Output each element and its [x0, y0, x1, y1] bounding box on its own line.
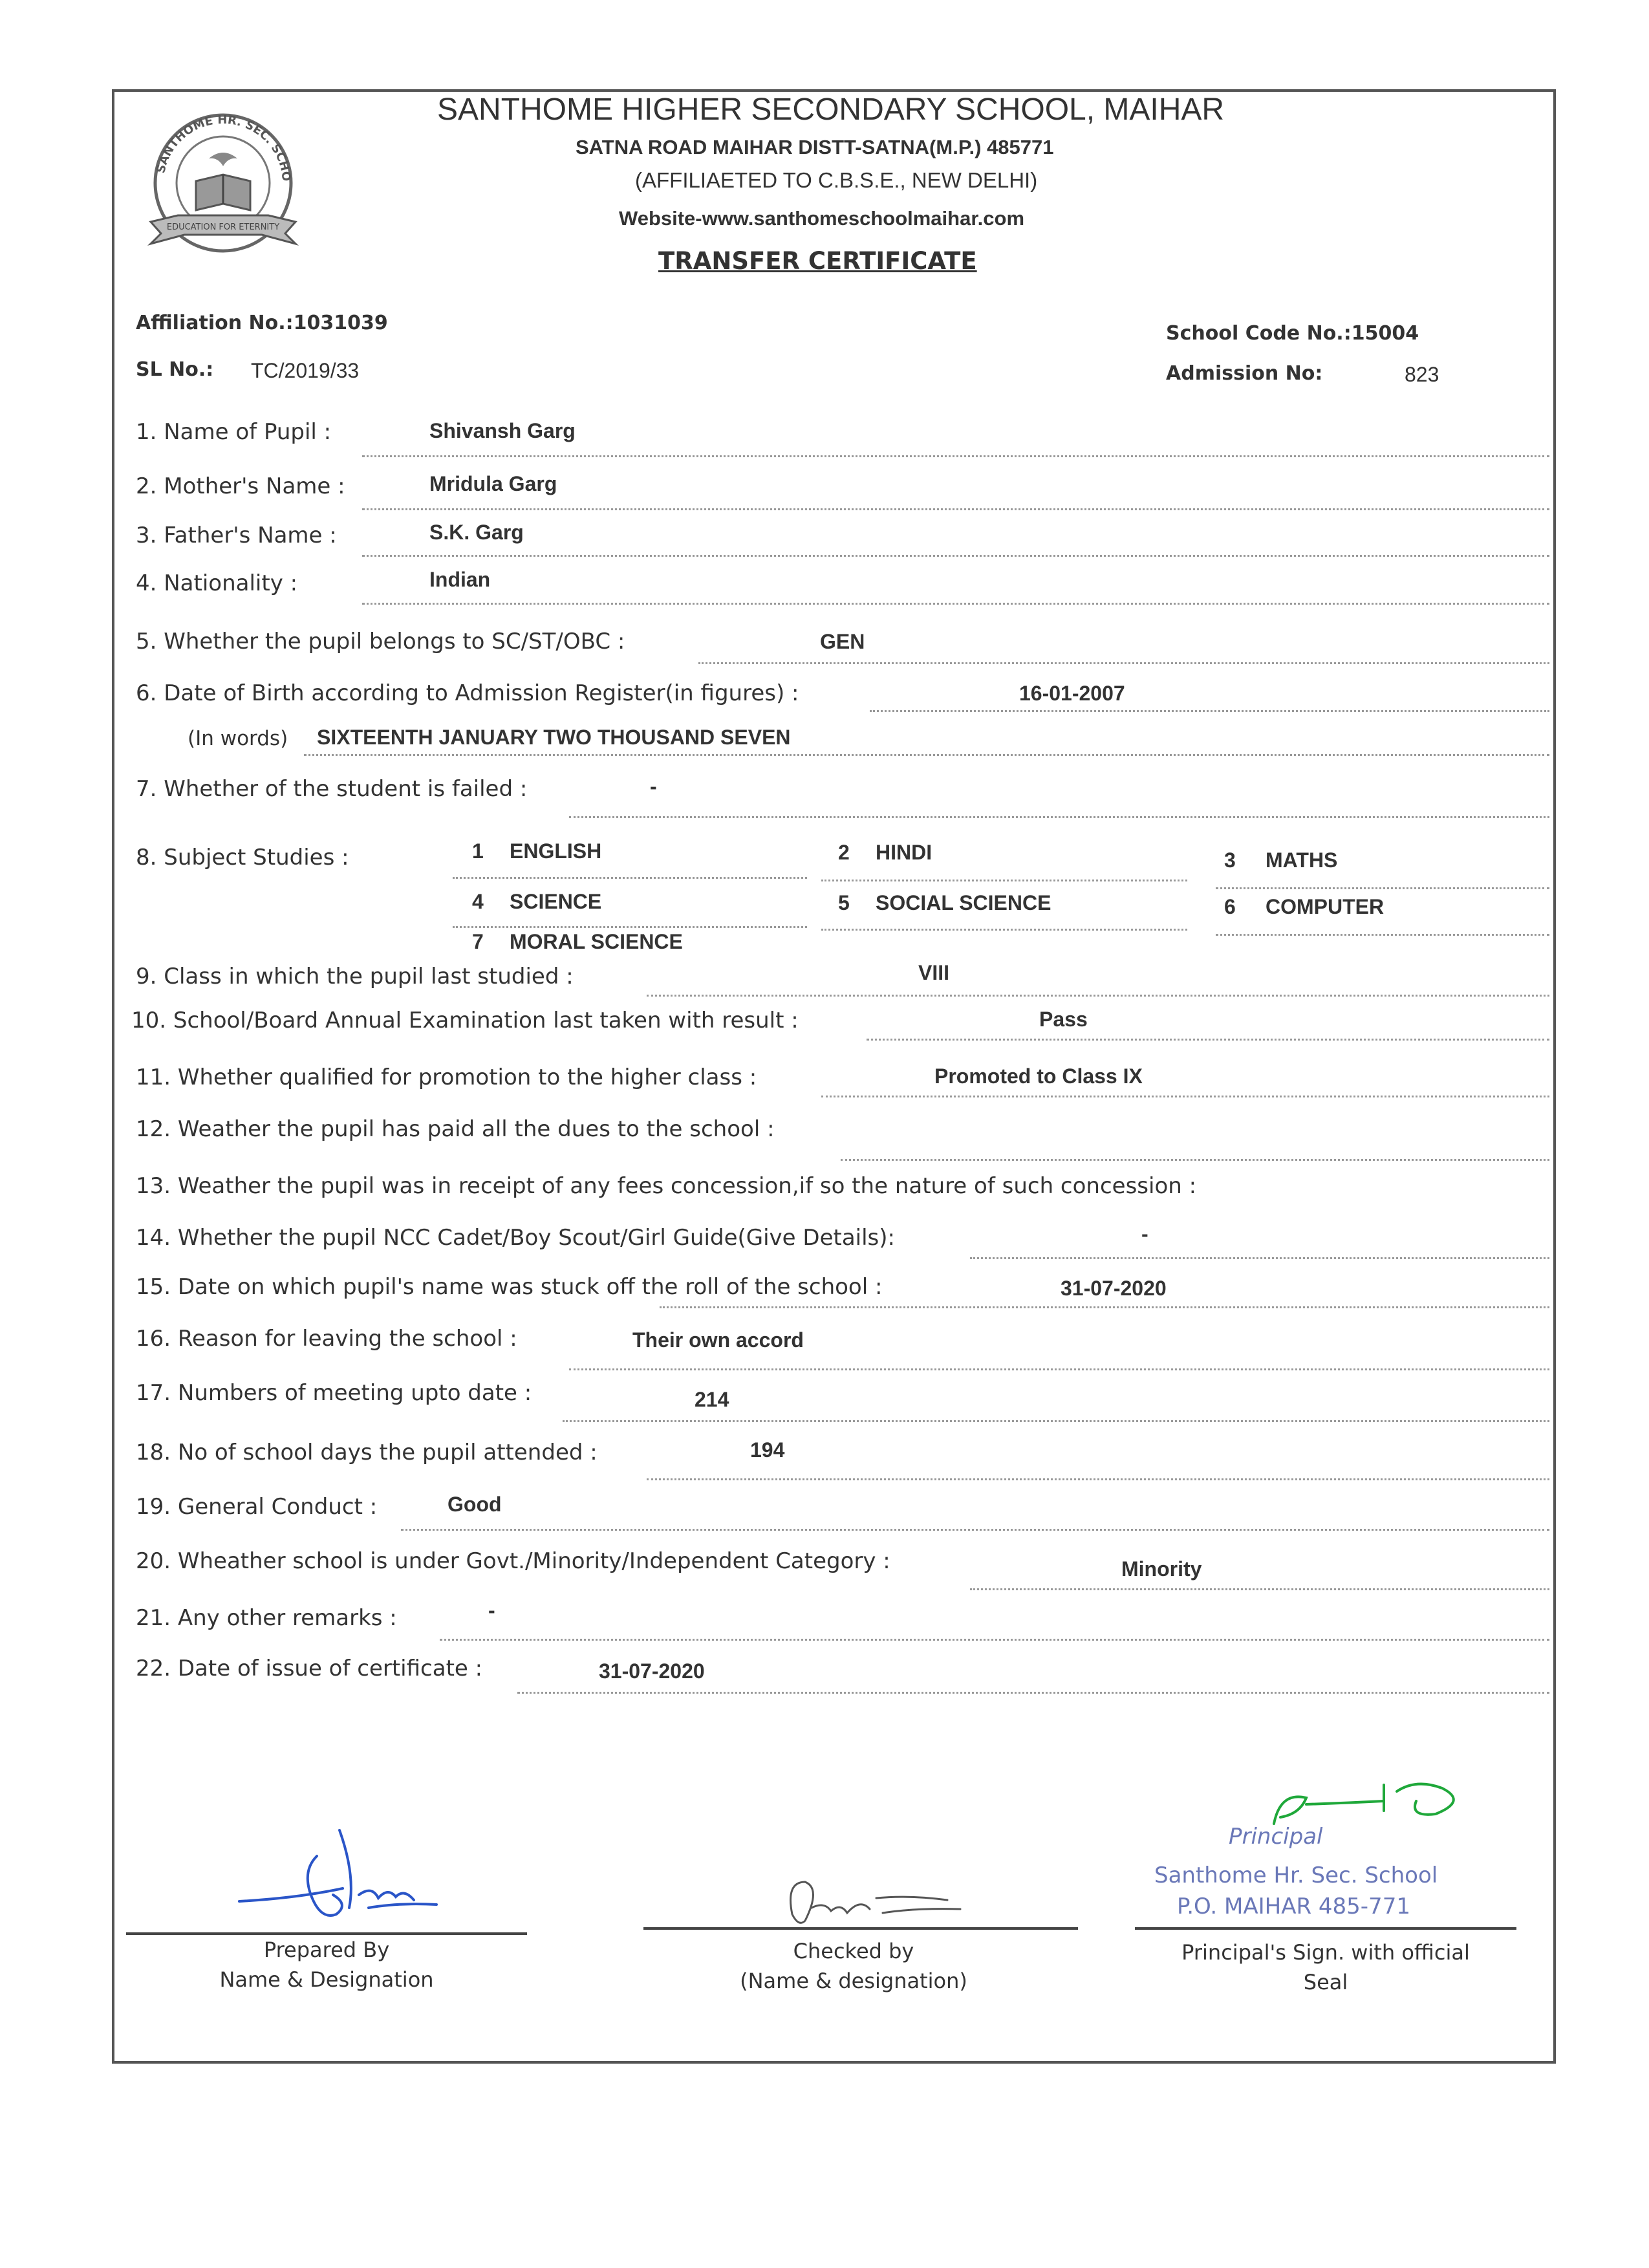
school-code-label: School Code No.:: [1166, 322, 1352, 345]
subject-5-name: SOCIAL SCIENCE: [876, 891, 1051, 914]
field-10-label: 10. School/Board Annual Examination last taken with result :: [131, 1008, 799, 1033]
prepared-line1: Prepared By: [263, 1938, 390, 1962]
seal-principal: Principal: [1229, 1824, 1323, 1850]
subject-3: [1224, 848, 1337, 872]
subject-4-num: 4: [472, 890, 484, 913]
field-18-line: [647, 1478, 1549, 1480]
field-7-value: -: [650, 775, 657, 798]
checked-line: [643, 1927, 1078, 1930]
school-logo: [133, 107, 314, 255]
principal-sign: [1151, 1940, 1500, 1994]
field-20-label: 20. Wheather school is under Govt./Minority/Independent Category :: [136, 1548, 890, 1574]
field-9-value: VIII: [918, 961, 950, 984]
subject-row-2-line-b: [821, 929, 1187, 931]
certificate-title: TRANSFER CERTIFICATE: [658, 247, 977, 275]
field-21-label: 21. Any other remarks :: [136, 1605, 397, 1631]
field-22-line: [517, 1692, 1549, 1694]
sl-number-label: SL No.:: [136, 358, 214, 381]
subject-row-1-line-a: [453, 877, 807, 879]
logo-ribbon-text: EDUCATION FOR ETERNITY: [166, 222, 280, 232]
subject-4: [472, 890, 601, 914]
subject-6: [1224, 895, 1384, 919]
field-2-line: [362, 508, 1549, 510]
field-5-value: GEN: [820, 630, 865, 653]
field-19-label: 19. General Conduct :: [136, 1494, 378, 1520]
field-22-label: 22. Date of issue of certificate :: [136, 1656, 483, 1681]
field-4-line: [362, 603, 1549, 605]
field-6-line: [870, 710, 1549, 712]
subject-5: [838, 891, 1051, 915]
subject-2-num: 2: [838, 841, 850, 864]
subject-row-1-line-b: [821, 880, 1187, 881]
field-18-label: 18. No of school days the pupil attended :: [136, 1440, 598, 1465]
field-12-line: [841, 1159, 1549, 1161]
field-16-line: [569, 1368, 1549, 1370]
subject-5-num: 5: [838, 891, 850, 914]
field-17-label: 17. Numbers of meeting upto date :: [136, 1380, 532, 1406]
field-7-line: [569, 816, 1549, 818]
subject-7-num: 7: [472, 930, 484, 953]
field-1-label: 1. Name of Pupil :: [136, 419, 332, 445]
subject-1-name: ENGLISH: [510, 839, 602, 863]
field-9-line: [647, 995, 1549, 997]
school-code: [1166, 322, 1419, 345]
field-20-value: Minority: [1121, 1557, 1202, 1581]
prepared-by: [165, 1938, 488, 1992]
field-14-line: [970, 1257, 1549, 1259]
field-15-label: 15. Date on which pupil's name was stuck off the roll of the school :: [136, 1274, 883, 1300]
school-address: SATNA ROAD MAIHAR DISTT-SATNA(M.P.) 485771: [576, 136, 1054, 158]
field-5-line: [698, 662, 1549, 664]
field-13-label: 13. Weather the pupil was in receipt of any fees concession,if so the nature of such concession :: [136, 1173, 1197, 1199]
subject-3-num: 3: [1224, 848, 1236, 872]
field-17-line: [563, 1420, 1549, 1422]
field-4-value: Indian: [429, 568, 491, 591]
field-12-label: 12. Weather the pupil has paid all the dues to the school :: [136, 1116, 775, 1142]
seal-address: P.O. MAIHAR 485-771: [1177, 1894, 1410, 1919]
field-16-label: 16. Reason for leaving the school :: [136, 1326, 517, 1352]
admission-label: Admission No:: [1166, 362, 1323, 385]
field-22-value: 31-07-2020: [599, 1659, 705, 1683]
subject-row-2-line-a: [453, 926, 807, 928]
principal-line: [1135, 1927, 1516, 1930]
field-21-value: -: [488, 1599, 495, 1622]
field-6-words-label: (In words): [188, 727, 288, 750]
school-name: SANTHOME HIGHER SECONDARY SCHOOL, MAIHAR: [437, 92, 1225, 127]
field-18-value: 194: [750, 1438, 785, 1462]
field-7-label: 7. Whether of the student is failed :: [136, 776, 528, 802]
field-3-label: 3. Father's Name :: [136, 523, 337, 548]
svg-text:SANTHOME HR. SEC. SCHOOL MAIHA: [133, 107, 293, 182]
field-2-value: Mridula Garg: [429, 472, 557, 495]
field-3-line: [362, 555, 1549, 557]
seal-school: Santhome Hr. Sec. School: [1154, 1863, 1438, 1888]
field-5-label: 5. Whether the pupil belongs to SC/ST/OBC :: [136, 629, 625, 654]
preparer-signature: [226, 1817, 446, 1934]
prepared-line2: Name & Designation: [219, 1967, 434, 1992]
field-2-label: 2. Mother's Name :: [136, 473, 345, 499]
affiliation-line: (AFFILIAETED TO C.B.S.E., NEW DELHI): [635, 168, 1038, 192]
subject-1-num: 1: [472, 839, 484, 863]
field-11-value: Promoted to Class IX: [934, 1064, 1143, 1088]
subject-7-name: MORAL SCIENCE: [510, 930, 683, 953]
subject-6-num: 6: [1224, 895, 1236, 918]
affiliation-number: [136, 312, 388, 334]
checked-line1: Checked by: [793, 1939, 914, 1963]
field-20-line: [970, 1588, 1549, 1590]
affiliation-value: 1031039: [293, 312, 388, 334]
principal-line2: Seal: [1303, 1970, 1348, 1994]
principal-line1: Principal's Sign. with official: [1181, 1940, 1470, 1965]
school-code-value: 15004: [1351, 322, 1419, 345]
checker-signature: [766, 1863, 973, 1934]
subject-7: [472, 930, 683, 954]
field-6-words-line: [304, 754, 1549, 756]
subject-2-name: HINDI: [876, 841, 932, 864]
subject-3-name: MATHS: [1266, 848, 1338, 872]
field-10-value: Pass: [1039, 1008, 1088, 1031]
field-4-label: 4. Nationality :: [136, 570, 298, 596]
field-6-value: 16-01-2007: [1019, 682, 1125, 705]
field-1-line: [362, 455, 1549, 457]
field-1-value: Shivansh Garg: [429, 419, 576, 442]
checked-line2: (Name & designation): [740, 1969, 967, 1993]
field-3-value: S.K. Garg: [429, 521, 524, 544]
field-19-value: Good: [447, 1493, 502, 1516]
subject-1: [472, 839, 601, 863]
subject-row-1-line-c: [1216, 887, 1549, 889]
field-6-label: 6. Date of Birth according to Admission Register(in figures) :: [136, 680, 799, 706]
prepared-line: [126, 1932, 527, 1935]
logo-arc-text: SANTHOME HR. SEC. SCHO: [154, 113, 294, 182]
field-8-label: 8. Subject Studies :: [136, 845, 349, 870]
affiliation-label: Affiliation No.:: [136, 312, 294, 334]
field-19-line: [401, 1529, 1549, 1531]
field-14-label: 14. Whether the pupil NCC Cadet/Boy Scout/Girl Guide(Give Details):: [136, 1225, 895, 1251]
admission-value: 823: [1405, 363, 1439, 386]
field-10-line: [867, 1039, 1549, 1041]
subject-4-name: SCIENCE: [510, 890, 602, 913]
subject-6-name: COMPUTER: [1266, 895, 1385, 918]
subject-row-2-line-c: [1216, 934, 1549, 936]
field-16-value: Their own accord: [632, 1328, 804, 1352]
field-17-value: 214: [695, 1388, 729, 1411]
field-6-words-value: SIXTEENTH JANUARY TWO THOUSAND SEVEN: [317, 726, 791, 749]
school-website: Website-www.santhomeschoolmaihar.com: [619, 207, 1025, 230]
field-15-value: 31-07-2020: [1061, 1277, 1167, 1300]
field-11-label: 11. Whether qualified for promotion to the higher class :: [136, 1064, 757, 1090]
sl-number-value: TC/2019/33: [251, 359, 360, 382]
field-14-value: -: [1141, 1222, 1148, 1246]
field-21-line: [440, 1639, 1549, 1641]
field-9-label: 9. Class in which the pupil last studied :: [136, 964, 574, 989]
checked-by: [692, 1939, 1015, 1993]
subject-2: [838, 841, 932, 865]
field-15-line: [660, 1306, 1549, 1308]
field-11-line: [821, 1096, 1549, 1097]
